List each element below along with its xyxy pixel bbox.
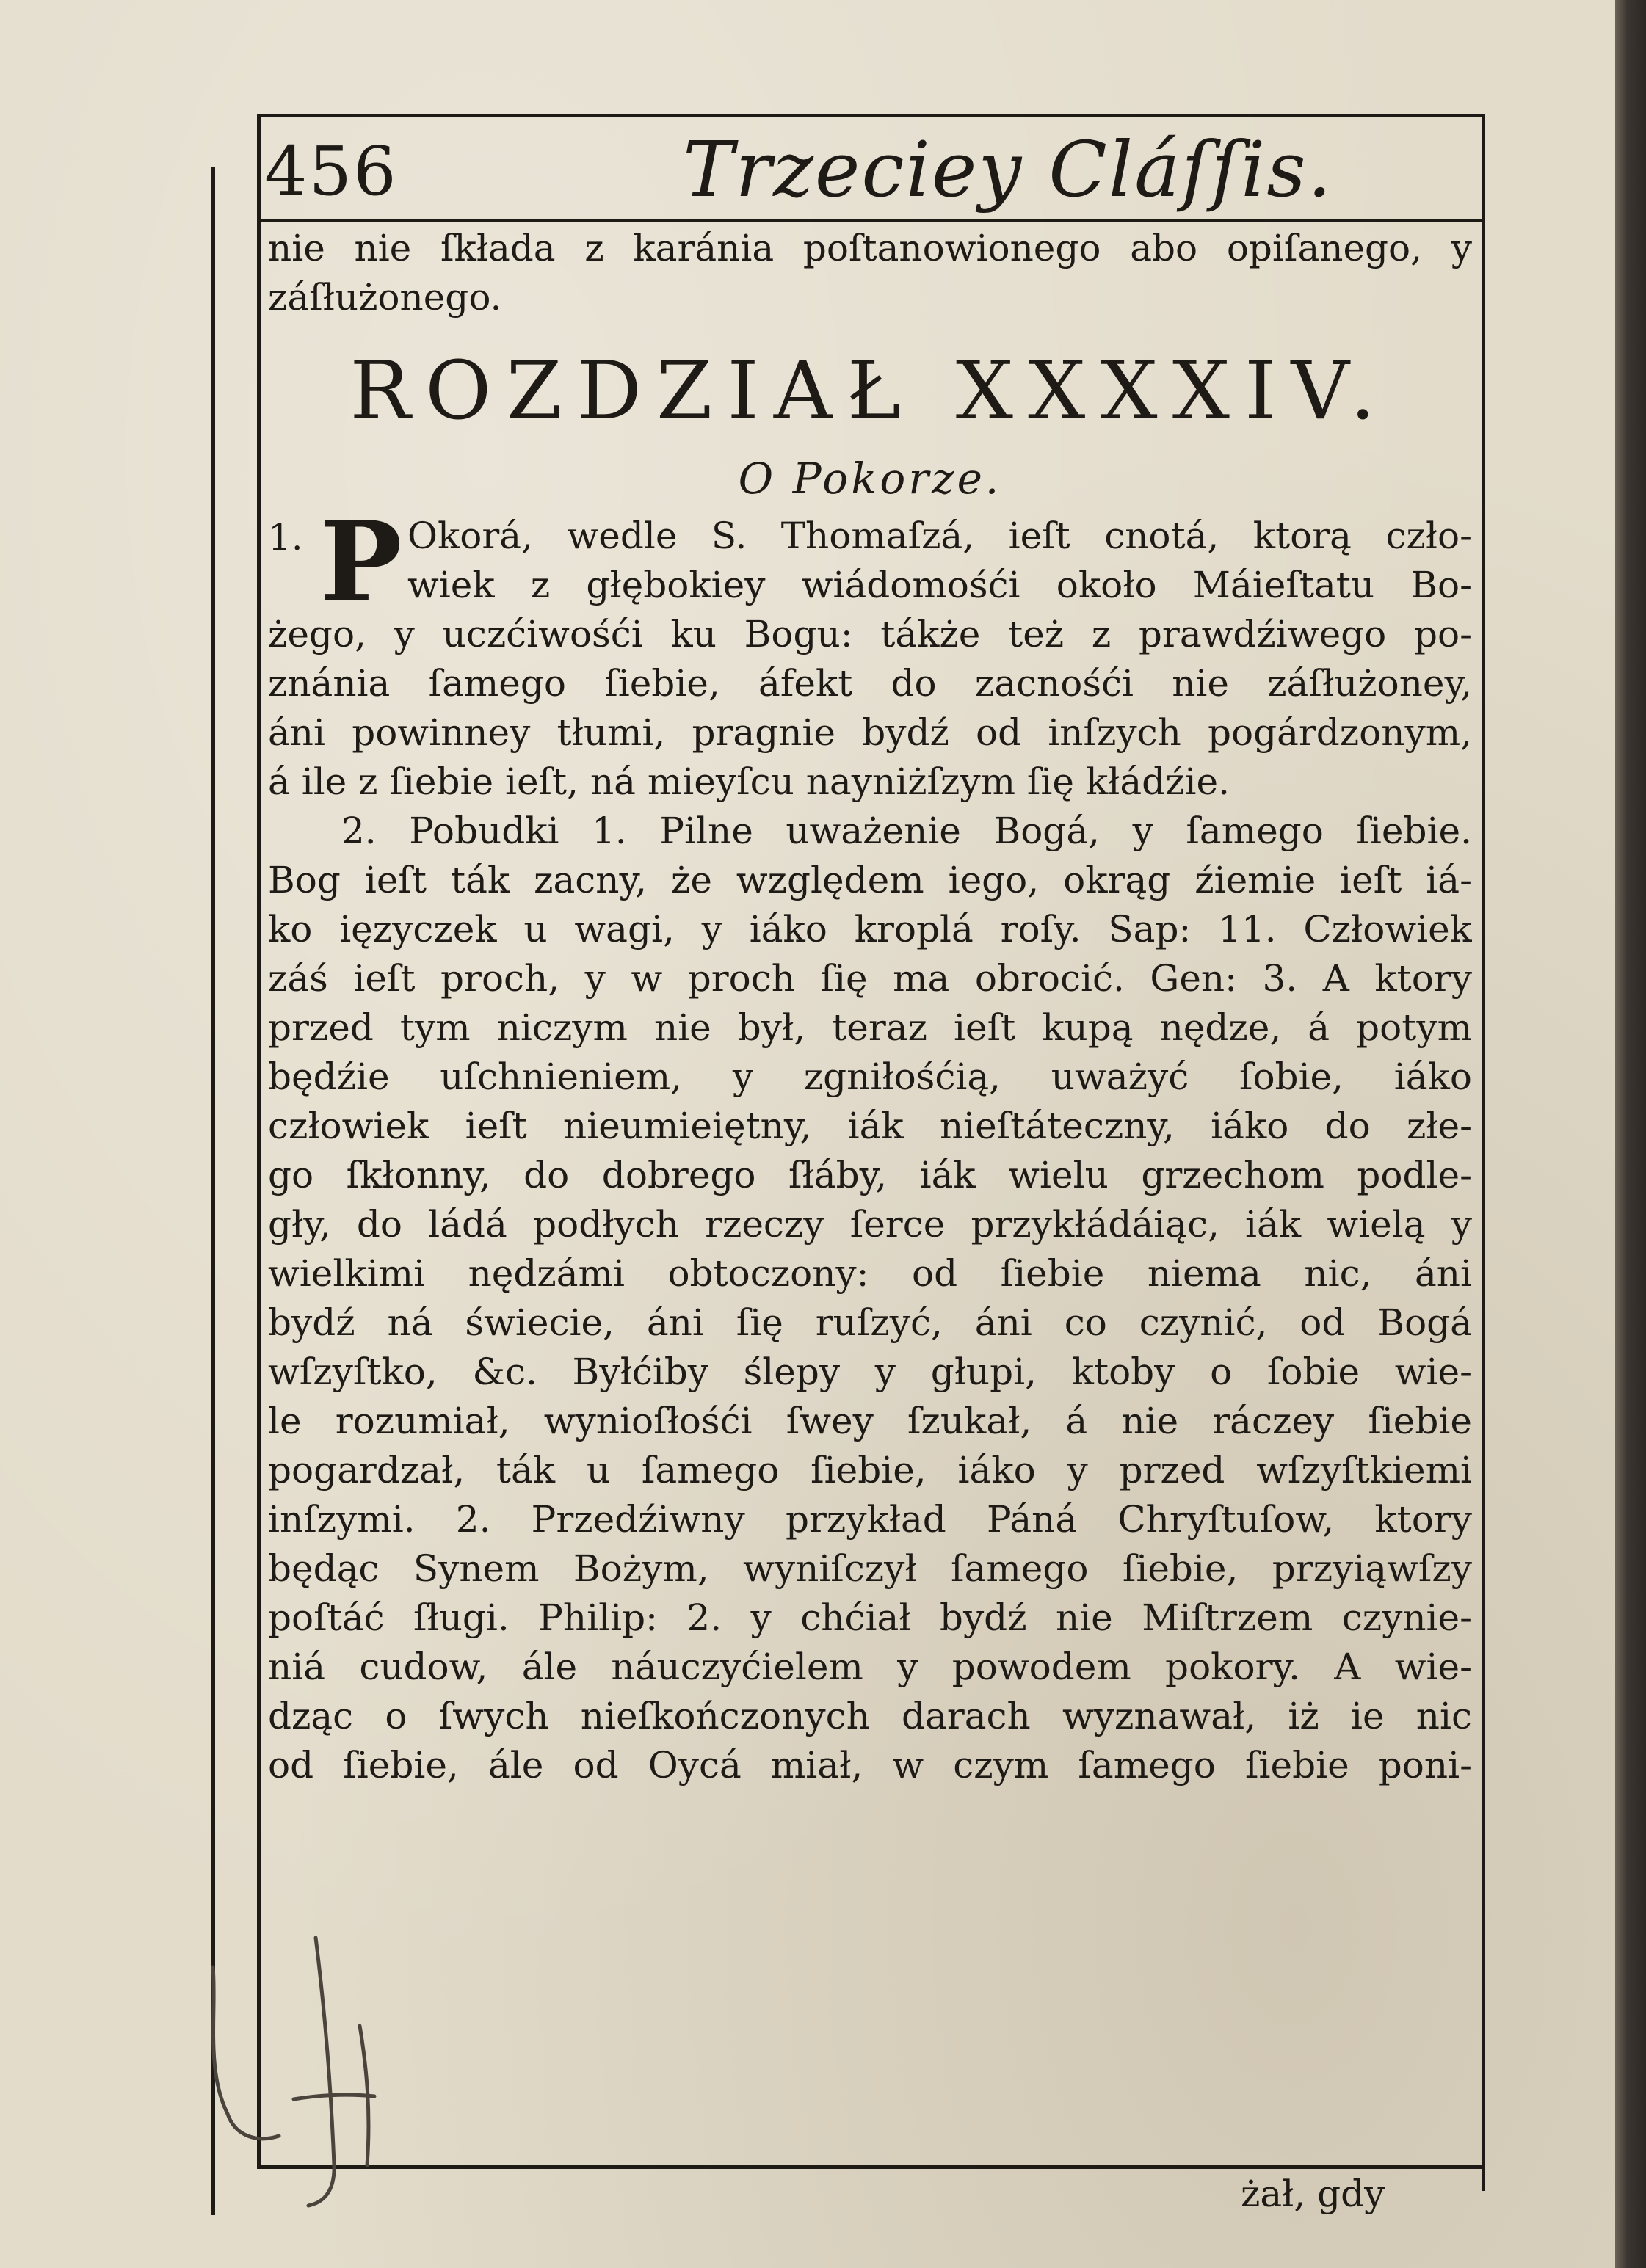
text-line: człowiek ieſt nieumieiętny, iák nieſtáteczny, iáko do złe-: [268, 1105, 1472, 1147]
text-line: poſtáć ſługi. Philip: 2. y chćiał bydź nie Miſtrzem czynie-: [268, 1596, 1472, 1639]
drop-cap: P: [319, 498, 402, 627]
frame-left-rule: [257, 114, 261, 2169]
text-line: Okorá, wedle S. Thomaſzá, ieſt cnotá, ktorą czło-: [407, 515, 1472, 557]
text-line: go ſkłonny, do dobrego ſłáby, iák wielu grzechom podle-: [268, 1154, 1472, 1196]
text-line: wſzyſtko, &c. Byłćiby ślepy y głupi, ktoby o ſobie wie-: [268, 1351, 1472, 1393]
text-line: wielkimi nędzámi obtoczony: od ſiebie niema nic, áni: [268, 1252, 1472, 1295]
text-line: nie nie ſkłada z karánia poſtanowionego abo opiſanego, y: [268, 227, 1472, 269]
chapter-title: ROZDZIAŁ XXXXIV.: [349, 344, 1391, 437]
outer-right-rule: [1482, 114, 1485, 2191]
text-line: á ile z ſiebie ieſt, ná mieyſcu nayniżſzym ſię kłádźie.: [268, 760, 1230, 803]
binding-gutter: [1615, 0, 1646, 2268]
text-line: niá cudow, ále náuczyćielem y powodem pokory. A wie-: [268, 1646, 1472, 1688]
section-1-opening: [268, 498, 1472, 627]
text-line: inſzymi. 2. Przedźiwny przykład Páná Chryſtuſow, ktory: [268, 1498, 1472, 1541]
text-line: áni powinney tłumi, pragnie bydź od inſzych pogárdzonym,: [268, 711, 1472, 754]
catchword: żał, gdy: [1241, 2173, 1385, 2215]
text-line: będźie uſchnieniem, y zgniłośćią, uważyć ſobie, iáko: [268, 1055, 1472, 1098]
handwritten-mark-icon: [184, 1923, 433, 2217]
text-line: gły, do ládá podłych rzeczy ſerce przykłádáiąc, iák wielą y: [268, 1203, 1472, 1246]
text-line: 2. Pobudki 1. Pilne uważenie Bogá, y ſamego ſiebie.: [341, 810, 1472, 852]
frame-bottom-rule: [257, 2165, 1484, 2169]
drop-cap-lines: [407, 512, 1472, 610]
outer-left-rule: [211, 167, 215, 2215]
running-title: Trzeciey Cláſſis.: [683, 125, 1333, 214]
page-number: 456: [264, 132, 398, 211]
chapter-subtitle: O Pokorze.: [738, 454, 1002, 504]
text-line: wiek z głębokiey wiádomośći około Máieſtatu Bo-: [407, 564, 1472, 606]
section-number: 1.: [268, 516, 303, 559]
text-line: dząc o ſwych nieſkończonych darach wyznawał, iż ie nic: [268, 1695, 1472, 1737]
text-line: pogardzał, ták u ſamego ſiebie, iáko y przed wſzyſtkiemi: [268, 1449, 1472, 1491]
text-line: znánia ſamego ſiebie, áfekt do zacnośći nie záſłużoney,: [268, 662, 1472, 705]
text-line: przed tym niczym nie był, teraz ieſt kupą nędze, á potym: [268, 1006, 1472, 1049]
frame-top-rule: [257, 114, 1484, 117]
text-line: będąc Synem Bożym, wyniſczył ſamego ſiebie, przyiąwſzy: [268, 1547, 1472, 1590]
text-line: od ſiebie, ále od Oycá miał, w czym ſamego ſiebie poni-: [268, 1744, 1472, 1787]
text-line: bydź ná świecie, áni ſię ruſzyć, áni co czynić, od Bogá: [268, 1301, 1472, 1344]
text-line: żego, y uczćiwośći ku Bogu: tákże też z prawdźiwego po-: [268, 613, 1472, 655]
text-line: Bog ieſt ták zacny, że względem iego, okrąg źiemie ieſt iá-: [268, 859, 1472, 901]
running-head: [264, 125, 1476, 220]
text-line: ko ięzyczek u wagi, y iáko kroplá roſy. Sap: 11. Człowiek: [268, 908, 1472, 951]
text-line: záſłużonego.: [268, 276, 502, 319]
text-line: le rozumiał, wynioſłośći ſwey ſzukał, á nie ráczey ſiebie: [268, 1400, 1472, 1442]
text-line: záś ieſt proch, y w proch ſię ma obrocić. Gen: 3. A ktory: [268, 957, 1472, 1000]
text-block: [268, 224, 1472, 1790]
